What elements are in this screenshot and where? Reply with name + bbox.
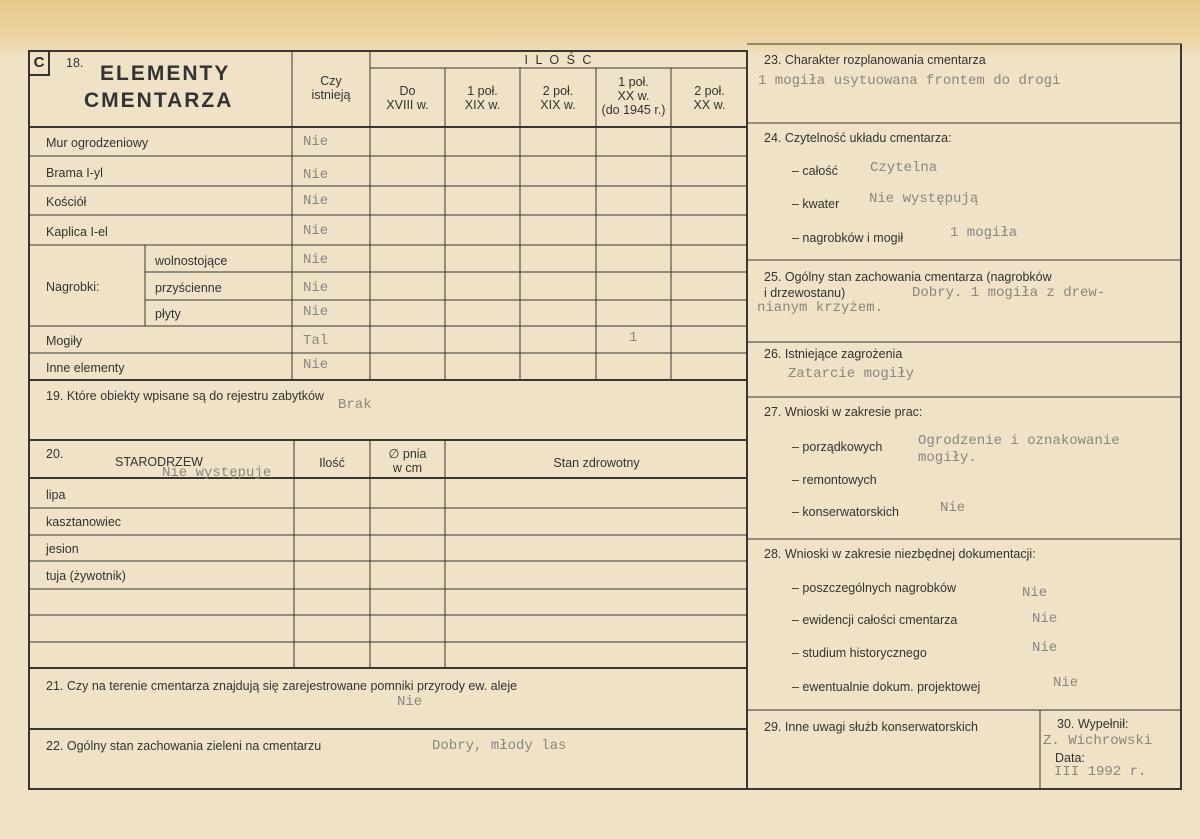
s24-item-label: – nagrobków i mogił xyxy=(792,231,904,245)
s24-item-label: – całość xyxy=(792,164,838,178)
row-label-gate: Brama I-yl xyxy=(46,166,103,180)
s28-item-value: Nie xyxy=(1032,611,1058,627)
date-label: Data: xyxy=(1055,751,1085,765)
s25-label-2: i drzewostanu) xyxy=(764,286,846,300)
period-header-2: 1 poł. XIX w. xyxy=(464,84,501,112)
s19-label: 19. Które obiekty wpisane są do rejestru zabytków xyxy=(46,389,324,403)
s26-value: Zatarcie mogiły xyxy=(788,366,915,382)
s23-label: 23. Charakter rozplanowania cmentarza xyxy=(764,53,986,67)
s24-item-value: Nie występują xyxy=(869,191,979,207)
s18-title-2: CMENTARZA xyxy=(84,89,234,112)
s22-label: 22. Ogólny stan zachowania zieleni na cmentarzu xyxy=(46,739,322,753)
s28-label: 28. Wnioski w zakresie niezbędnej dokumentacji: xyxy=(764,547,1036,561)
s20-title: STARODRZEW xyxy=(115,455,203,469)
s18-number: 18. xyxy=(66,56,84,70)
s22-value: Dobry, młody las xyxy=(432,738,567,754)
row-value-slabs: Nie xyxy=(303,304,329,320)
s20-col-health: Stan zdrowotny xyxy=(553,456,640,470)
s30-label: 30. Wypełnił: xyxy=(1057,717,1129,731)
tree-row: lipa xyxy=(46,488,66,502)
s28-item-label: – ewidencji całości cmentarza xyxy=(792,613,958,627)
s27-item-label: – remontowych xyxy=(792,473,877,487)
row-label-wall: Mur ogrodzeniowy xyxy=(46,136,149,150)
row-value-graves: Tal xyxy=(303,333,329,349)
s18-title-1: ELEMENTY xyxy=(100,62,231,85)
s20-col-qty: Ilość xyxy=(319,456,345,470)
s27-item-value: Ogrodzenie i oznakowanie xyxy=(918,433,1120,449)
s27-label: 27. Wnioski w zakresie prac: xyxy=(764,405,923,419)
s20-number: 20. xyxy=(46,447,64,461)
s28-item-value: Nie xyxy=(1022,585,1048,601)
period-header-4: 1 poł. XX w. (do 1945 r.) xyxy=(601,75,666,117)
date-value: III 1992 r. xyxy=(1054,764,1147,780)
col-exists-header: Czy istnieją xyxy=(311,74,351,102)
s20-value: Nie występuje xyxy=(162,465,272,481)
s26-label: 26. Istniejące zagrożenia xyxy=(764,347,903,361)
row-label-other: Inne elementy xyxy=(46,361,125,375)
s28-item-label: – poszczególnych nagrobków xyxy=(792,581,956,595)
s23-value: 1 mogiła usytuowana frontem do drogi xyxy=(758,73,1061,89)
period-header-3: 2 poł. XIX w. xyxy=(540,84,576,112)
s27-item-label: – konserwatorskich xyxy=(792,505,899,519)
graves-count: 1 xyxy=(629,330,638,346)
s27-item-label: – porządkowych xyxy=(792,440,883,454)
row-label-wall-mounted: przyścienne xyxy=(155,281,222,295)
s24-item-label: – kwater xyxy=(792,197,840,211)
row-value-chapel: Nie xyxy=(303,223,329,239)
tree-row: tuja (żywotnik) xyxy=(46,569,126,583)
s24-label: 24. Czytelność układu cmentarza: xyxy=(764,131,952,145)
period-header-5: 2 poł. XX w. xyxy=(693,84,726,112)
s28-item-value: Nie xyxy=(1032,640,1058,656)
s21-label: 21. Czy na terenie cmentarza znajdują się zarejestrowane pomniki przyrody ew. aleje xyxy=(46,679,518,693)
s28-item-value: Nie xyxy=(1053,675,1079,691)
s24-item-value: Czytelna xyxy=(870,160,938,176)
s27-item-value-2: mogiły. xyxy=(918,450,977,466)
s25-value-1: Dobry. 1 mogiła z drew- xyxy=(912,285,1106,301)
s19-value: Brak xyxy=(338,397,372,413)
row-value-church: Nie xyxy=(303,193,329,209)
row-value-gate: Nie xyxy=(303,167,329,183)
s28-item-label: – ewentualnie dokum. projektowej xyxy=(792,680,981,694)
s24-item-value: 1 mogiła xyxy=(950,225,1018,241)
section-letter-box xyxy=(28,50,50,76)
s30-value: Z. Wichrowski xyxy=(1043,733,1153,749)
row-value-other: Nie xyxy=(303,357,329,373)
s20-col-trunk: ∅ pnia w cm xyxy=(388,447,427,475)
row-value-freestanding: Nie xyxy=(303,252,329,268)
row-label-chapel: Kaplica I-el xyxy=(46,225,108,239)
row-label-slabs: płyty xyxy=(155,307,181,321)
s25-value-2: nianym krzyżem. xyxy=(757,300,884,316)
s21-value: Nie xyxy=(397,694,423,710)
row-value-wall-mounted: Nie xyxy=(303,280,329,296)
s28-item-label: – studium historycznego xyxy=(792,646,927,660)
nagrobki-label: Nagrobki: xyxy=(46,280,100,294)
s27-item-value: Nie xyxy=(940,500,966,516)
row-label-freestanding: wolnostojące xyxy=(155,254,228,268)
s25-label: 25. Ogólny stan zachowania cmentarza (nagrobków xyxy=(764,270,1052,284)
section-letter: C xyxy=(33,54,45,71)
tree-row: kasztanowiec xyxy=(46,515,122,529)
s29-label: 29. Inne uwagi służb konserwatorskich xyxy=(764,720,979,734)
row-value-wall: Nie xyxy=(303,134,329,150)
row-label-graves: Mogiły xyxy=(46,334,83,348)
period-header-1: Do XVIII w. xyxy=(386,84,429,112)
row-label-church: Kościół xyxy=(46,195,87,209)
ilosc-header: I L O Ś C xyxy=(524,53,594,67)
tree-row: jesion xyxy=(46,542,79,556)
